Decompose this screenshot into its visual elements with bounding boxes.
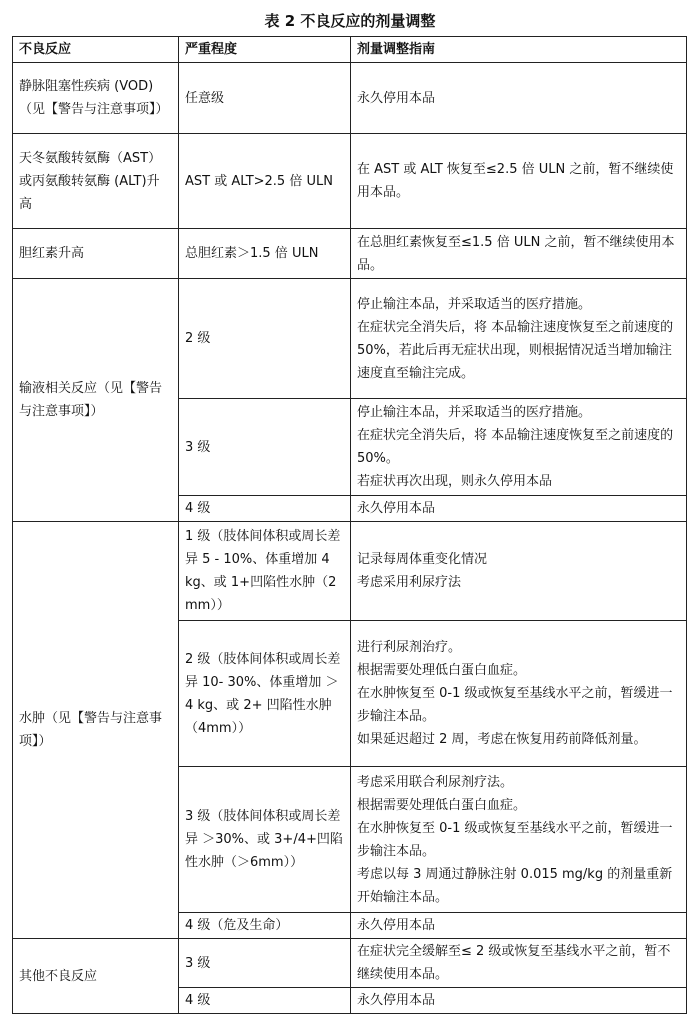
guide-line: 在水肿恢复至 0-1 级或恢复至基线水平之前，暂缓进一步输注本品。 bbox=[357, 820, 673, 859]
guide-cell bbox=[351, 279, 687, 399]
reaction-cell: 其他不良反应 bbox=[13, 939, 179, 1014]
guide-line: 如果延迟超过 2 周，考虑在恢复用药前降低剂量。 bbox=[357, 732, 647, 747]
table-row bbox=[13, 134, 687, 229]
reaction-cell: 静脉阻塞性疾病 (VOD)（见【警告与注意事项】） bbox=[13, 63, 179, 134]
guide-line: 在症状完全消失后，将 本品输注速度恢复至之前速度的 50%。 bbox=[357, 428, 674, 466]
table-header-row bbox=[13, 37, 687, 63]
severity-cell: 3 级 bbox=[179, 939, 351, 988]
reaction-cell: 胆红素升高 bbox=[13, 229, 179, 279]
reaction-cell: 水肿（见【警告与注意事项】） bbox=[13, 522, 179, 939]
guide-cell bbox=[351, 621, 687, 767]
table-row bbox=[13, 522, 687, 621]
severity-cell: 3 级（肢体间体积或周长差异 ＞30%、或 3+/4+凹陷性水肿（＞6mm）） bbox=[179, 767, 351, 913]
guide-cell: 在总胆红素恢复至≤1.5 倍 ULN 之前，暂不继续使用本品。 bbox=[351, 229, 687, 279]
guide-line: 记录每周体重变化情况 bbox=[357, 552, 488, 567]
table-row bbox=[13, 229, 687, 279]
severity-cell: 2 级 bbox=[179, 279, 351, 399]
table-row bbox=[13, 939, 687, 988]
severity-cell: 4 级（危及生命） bbox=[179, 913, 351, 939]
guide-line: 考虑采用利尿疗法 bbox=[357, 575, 462, 590]
guide-line: 根据需要处理低白蛋白血症。 bbox=[357, 797, 527, 813]
severity-cell: 4 级 bbox=[179, 988, 351, 1014]
header-severity: 严重程度 bbox=[179, 37, 351, 63]
guide-line: 若症状再次出现，则永久停用本品 bbox=[357, 474, 553, 489]
reaction-cell: 输液相关反应（见【警告与注意事项】） bbox=[13, 279, 179, 522]
reaction-cell: 天冬氨酸转氨酶（AST）或丙氨酸转氨酶 (ALT)升高 bbox=[13, 134, 179, 229]
severity-cell: 3 级 bbox=[179, 399, 351, 496]
table-row bbox=[13, 279, 687, 399]
guide-cell bbox=[351, 767, 687, 913]
guide-line: 考虑采用联合利尿剂疗法。 bbox=[357, 774, 514, 790]
guide-cell bbox=[351, 399, 687, 496]
guide-line: 进行利尿剂治疗。 bbox=[357, 640, 462, 655]
guide-line: 根据需要处理低白蛋白血症。 bbox=[357, 663, 527, 678]
severity-cell: 2 级（肢体间体积或周长差异 10- 30%、体重增加 ＞4 kg、或 2+ 凹陷性水肿（4mm）） bbox=[179, 621, 351, 767]
guide-cell: 永久停用本品 bbox=[351, 496, 687, 522]
guide-line: 考虑以每 3 周通过静脉注射 0.015 mg/kg 的剂量重新开始输注本品。 bbox=[357, 866, 673, 905]
guide-cell bbox=[351, 522, 687, 621]
header-reaction: 不良反应 bbox=[13, 37, 179, 63]
table-title: 表 2 不良反应的剂量调整 bbox=[264, 12, 436, 30]
severity-cell: 任意级 bbox=[179, 63, 351, 134]
guide-line: 在症状完全消失后，将 本品输注速度恢复至之前速度的 50%，若此后再无症状出现，则根据情况适当增加输注速度直至输注完成。 bbox=[357, 319, 674, 381]
guide-cell: 在症状完全缓解至≤ 2 级或恢复至基线水平之前，暂不继续使用本品。 bbox=[351, 939, 687, 988]
table-row bbox=[13, 63, 687, 134]
severity-cell: 4 级 bbox=[179, 496, 351, 522]
severity-cell: 总胆红素＞1.5 倍 ULN bbox=[179, 229, 351, 279]
guide-cell: 永久停用本品 bbox=[351, 63, 687, 134]
guide-cell: 永久停用本品 bbox=[351, 913, 687, 939]
guide-line: 停止输注本品，并采取适当的医疗措施。 bbox=[357, 296, 592, 312]
severity-cell: 1 级（肢体间体积或周长差异 5 - 10%、体重增加 4 kg、或 1+凹陷性水肿（2 mm）） bbox=[179, 522, 351, 621]
severity-cell: AST 或 ALT>2.5 倍 ULN bbox=[179, 134, 351, 229]
guide-cell: 永久停用本品 bbox=[351, 988, 687, 1014]
guide-line: 停止输注本品，并采取适当的医疗措施。 bbox=[357, 405, 592, 420]
guide-line: 在水肿恢复至 0-1 级或恢复至基线水平之前，暂缓进一步输注本品。 bbox=[357, 686, 673, 724]
guide-cell: 在 AST 或 ALT 恢复至≤2.5 倍 ULN 之前，暂不继续使用本品。 bbox=[351, 134, 687, 229]
header-guide: 剂量调整指南 bbox=[351, 37, 687, 63]
dose-adjustment-table bbox=[12, 36, 687, 1014]
